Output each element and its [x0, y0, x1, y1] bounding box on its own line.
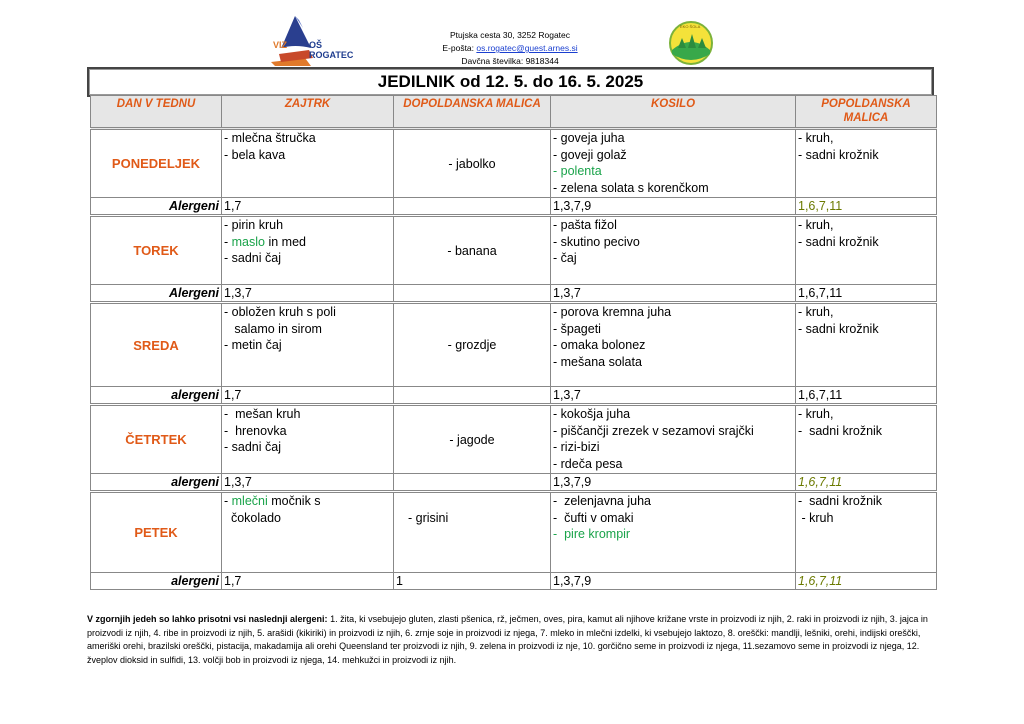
- badge-text: EKO ŠOLA: [680, 24, 701, 29]
- day-name: ČETRTEK: [91, 405, 222, 474]
- allergen-value: 1,7: [222, 573, 394, 590]
- menu-item: - mešan kruh: [224, 407, 301, 421]
- menu-item: - zelena solata s korenčkom: [553, 180, 709, 195]
- allergen-value: 1,6,7,11: [796, 387, 937, 405]
- menu-item: - kruh,: [798, 305, 834, 319]
- allergen-value: 1,3,7: [551, 285, 796, 303]
- day-name: PETEK: [91, 492, 222, 573]
- col-header-lunch: KOSILO: [551, 96, 796, 129]
- allergen-value: [394, 198, 551, 216]
- address: Ptujska cesta 30, 3252 Rogatec: [449, 30, 571, 40]
- table-header-row: [91, 96, 937, 129]
- contact-block: [400, 29, 620, 68]
- menu-item: - sadni krožnik: [798, 234, 879, 249]
- allergen-value: 1,3,7: [222, 285, 394, 303]
- menu-item: čokolado: [224, 510, 281, 525]
- menu-item: salamo in sirom: [224, 321, 322, 336]
- menu-item-part: in med: [264, 234, 306, 249]
- menu-item: - čaj: [553, 251, 577, 265]
- allergen-value: [394, 387, 551, 405]
- lunch-cell: [551, 405, 796, 474]
- menu-item: - kokošja juha: [553, 407, 631, 421]
- col-header-afternoon-snack: POPOLDANSKA MALICA: [796, 96, 937, 129]
- menu-item: - sadni krožnik: [798, 423, 883, 438]
- col-header-morning-snack: DOPOLDANSKA MALICA: [394, 96, 551, 129]
- allergen-value: 1,3,7,9: [551, 198, 796, 216]
- menu-item: - kruh: [798, 510, 834, 525]
- menu-item: - obložen kruh s poli: [224, 305, 336, 319]
- menu-item: - sadni krožnik: [798, 494, 883, 508]
- menu-item: - rizi-bizi: [553, 440, 600, 454]
- footnote-lead: V zgornjih jedeh so lahko prisotni vsi naslednji alergeni:: [87, 614, 328, 624]
- eco-school-badge: [668, 20, 714, 66]
- menu-item: - sadni krožnik: [798, 321, 879, 336]
- allergen-value: 1,3,7,9: [551, 474, 796, 492]
- lunch-cell: [551, 492, 796, 573]
- allergen-value: 1: [394, 573, 551, 590]
- menu-item: - sadni čaj: [224, 251, 281, 265]
- breakfast-cell: [222, 129, 394, 198]
- allergen-row: [91, 474, 937, 492]
- menu-item: - polenta: [553, 164, 602, 178]
- afternoon-cell: [796, 216, 937, 285]
- allergen-value: 1,6,7,11: [796, 198, 937, 216]
- menu-item: - pire krompir: [553, 527, 631, 541]
- menu-item-part: mlečni: [231, 494, 268, 508]
- allergen-label: alergeni: [91, 573, 222, 590]
- allergen-value: 1,3,7: [222, 474, 394, 492]
- menu-item: - hrenovka: [224, 423, 287, 438]
- breakfast-cell: [222, 216, 394, 285]
- table-row: [91, 129, 937, 198]
- allergen-row: [91, 387, 937, 405]
- table-row: [91, 492, 937, 573]
- afternoon-cell: [796, 129, 937, 198]
- menu-item: [224, 493, 391, 510]
- col-header-day: DAN V TEDNU: [91, 96, 222, 129]
- menu-item: - mešana solata: [553, 354, 642, 369]
- lunch-cell: [551, 129, 796, 198]
- menu-item-part: -: [224, 234, 232, 249]
- logo-text-right: OŠ ROGATEC: [309, 40, 354, 60]
- allergen-value: 1,6,7,11: [796, 474, 937, 492]
- menu-item: - goveja juha: [553, 131, 625, 145]
- menu-item: - sadni krožnik: [798, 147, 879, 162]
- allergen-value: 1,6,7,11: [796, 285, 937, 303]
- col-header-breakfast: ZAJTRK: [222, 96, 394, 129]
- menu-item: - sadni čaj: [224, 440, 281, 454]
- day-name: PONEDELJEK: [91, 129, 222, 198]
- allergen-value: 1,3,7,9: [551, 573, 796, 590]
- school-logo: [265, 14, 365, 66]
- allergen-label: Alergeni: [91, 198, 222, 216]
- lunch-cell: [551, 216, 796, 285]
- tax-number: Davčna številka: 9818344: [461, 56, 559, 66]
- menu-item: - metin čaj: [224, 338, 282, 352]
- snack-cell: - grozdje: [394, 303, 551, 387]
- menu-item-part: močnik s: [267, 494, 321, 508]
- menu-item: - pirin kruh: [224, 218, 284, 232]
- allergen-value: 1,6,7,11: [796, 573, 937, 590]
- allergen-value: [394, 474, 551, 492]
- menu-item-part: maslo: [231, 234, 265, 249]
- menu-table: [90, 95, 937, 590]
- email-label: E-pošta:: [442, 43, 475, 53]
- menu-item: - mlečna štručka: [224, 131, 316, 145]
- menu-item: - pašta fižol: [553, 218, 617, 232]
- allergen-value: 1,7: [222, 387, 394, 405]
- menu-item: [224, 234, 391, 251]
- allergen-row: [91, 285, 937, 303]
- allergen-value: 1,3,7: [551, 387, 796, 405]
- menu-item-part: -: [224, 494, 232, 508]
- page-title: JEDILNIK od 12. 5. do 16. 5. 2025: [87, 67, 934, 97]
- snack-cell: - banana: [394, 216, 551, 285]
- allergen-value: 1,7: [222, 198, 394, 216]
- email-link[interactable]: os.rogatec@guest.arnes.si: [476, 43, 578, 53]
- snack-cell: - grisini: [394, 492, 551, 573]
- afternoon-cell: [796, 303, 937, 387]
- menu-item: - špageti: [553, 321, 601, 336]
- menu-item: - skutino pecivo: [553, 234, 640, 249]
- menu-item: - piščančji zrezek v sezamovi srajčki: [553, 423, 754, 438]
- menu-item: - omaka bolonez: [553, 338, 646, 352]
- table-row: [91, 303, 937, 387]
- allergen-label: Alergeni: [91, 285, 222, 303]
- day-name: TOREK: [91, 216, 222, 285]
- allergen-label: alergeni: [91, 387, 222, 405]
- email-line: [400, 42, 620, 55]
- menu-item: - zelenjavna juha: [553, 494, 651, 508]
- afternoon-cell: [796, 492, 937, 573]
- table-row: [91, 216, 937, 285]
- menu-item: - kruh,: [798, 131, 834, 145]
- snack-cell: - jabolko: [394, 129, 551, 198]
- footnote-text: 1. žita, ki vsebujejo gluten, zlasti pšenica, rž, ječmen, oves, pira, kamut ali njihove križane vrste in proizvodi iz njih, 2. raki in proizvodi iz njih, 3. jajca in proizvodi iz njih, 4. ribe in proizvodi iz njih, 5. arašidi (kikiriki) in proizvodi iz njih, 6. zrnje soje in proizvodi iz njega, 7. mleko in mlečni izdelki, ki vsebujejo laktozo, 8. oreščki: mandlji, lešniki, orehi, indijski oreščki, ameriški orehi, brazilski oreščki, pistacija, makadamija ali orehi Queensland ter proizvodi iz njih, 9. zelena in proizvodi iz nje, 10. gorčično seme in proizvodi iz njega, 11.sezamovo seme in proizvodi iz njega, 12. žveplov dioksid in sulfidi, 13. volčji bob in proizvodi iz njega, 14. mehkužci in proizvodi iz njih.: [87, 614, 928, 665]
- allergen-value: [394, 285, 551, 303]
- menu-item: - goveji golaž: [553, 147, 627, 162]
- menu-item: - kruh,: [798, 407, 834, 421]
- breakfast-cell: [222, 492, 394, 573]
- afternoon-cell: [796, 405, 937, 474]
- menu-item: - čufti v omaki: [553, 510, 634, 525]
- logo-text-left: VIZ: [273, 40, 288, 50]
- day-name: SREDA: [91, 303, 222, 387]
- menu-item: - rdeča pesa: [553, 456, 623, 471]
- allergen-label: alergeni: [91, 474, 222, 492]
- snack-cell: - jagode: [394, 405, 551, 474]
- table-row: [91, 405, 937, 474]
- menu-item: - kruh,: [798, 218, 834, 232]
- menu-item: - porova kremna juha: [553, 305, 672, 319]
- breakfast-cell: [222, 405, 394, 474]
- menu-item: - bela kava: [224, 147, 286, 162]
- allergen-row: [91, 198, 937, 216]
- lunch-cell: [551, 303, 796, 387]
- allergen-row: [91, 573, 937, 590]
- breakfast-cell: [222, 303, 394, 387]
- allergen-footnote: [87, 613, 939, 667]
